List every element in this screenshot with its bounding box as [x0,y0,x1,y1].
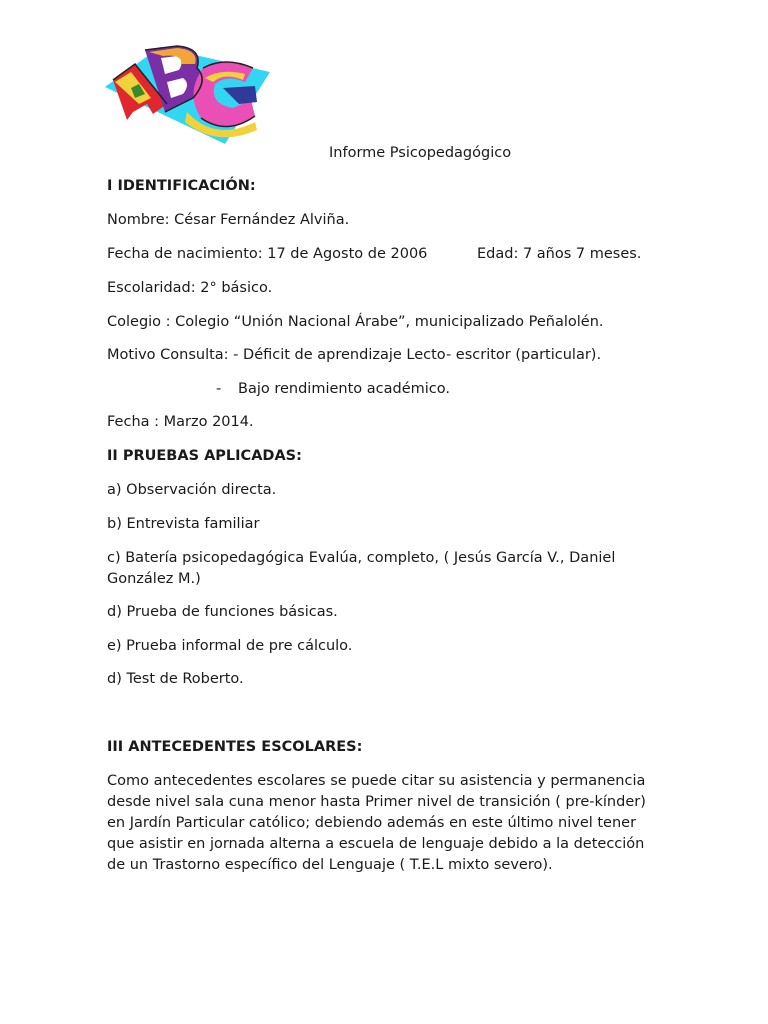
section-identificacion-heading: I IDENTIFICACIÓN: [107,178,256,194]
section-pruebas-heading: II PRUEBAS APLICADAS: [107,448,302,464]
fecha-nacimiento-line: Fecha de nacimiento: 17 de Agosto de 2006 [107,246,428,262]
nombre-line: Nombre: César Fernández Alviña. [107,212,350,228]
document-title: Informe Psicopedagógico [329,145,512,161]
colegio-line: Colegio : Colegio “Unión Nacional Árabe”, municipalizado Peñalolén. [107,314,604,330]
section-antecedentes-heading: III ANTECEDENTES ESCOLARES: [107,739,363,755]
abc-letters-icon [105,42,270,144]
motivo-consulta-item-2: Bajo rendimiento académico. [238,381,450,397]
edad-line: Edad: 7 años 7 meses. [477,246,642,262]
fecha-line: Fecha : Marzo 2014. [107,414,254,430]
prueba-item: d) Test de Roberto. [107,671,244,687]
prueba-item: c) Batería psicopedagógica Evalúa, completo, ( Jesús García V., Daniel González M.) [107,550,616,587]
motivo-consulta-line: Motivo Consulta: - Déficit de aprendizaje Lecto- escritor (particular). [107,347,602,363]
prueba-item: d) Prueba de funciones básicas. [107,604,338,620]
prueba-item: a) Observación directa. [107,482,277,498]
antecedentes-paragraph: Como antecedentes escolares se puede citar su asistencia y permanencia desde nivel sala cuna menor hasta Primer nivel de transición ( pre-kínder) en Jardín Particular católico; debiendo además en este último nivel tener que asistir en jornada alterna a escuela de lenguaje debido a la detección de un Trastorno específico del Lenguaje ( T.E.L mixto severo). [107,773,646,873]
escolaridad-line: Escolaridad: 2° básico. [107,280,273,296]
motivo-dash: - [216,381,222,397]
prueba-item: e) Prueba informal de pre cálculo. [107,638,353,654]
prueba-item: b) Entrevista familiar [107,516,260,532]
